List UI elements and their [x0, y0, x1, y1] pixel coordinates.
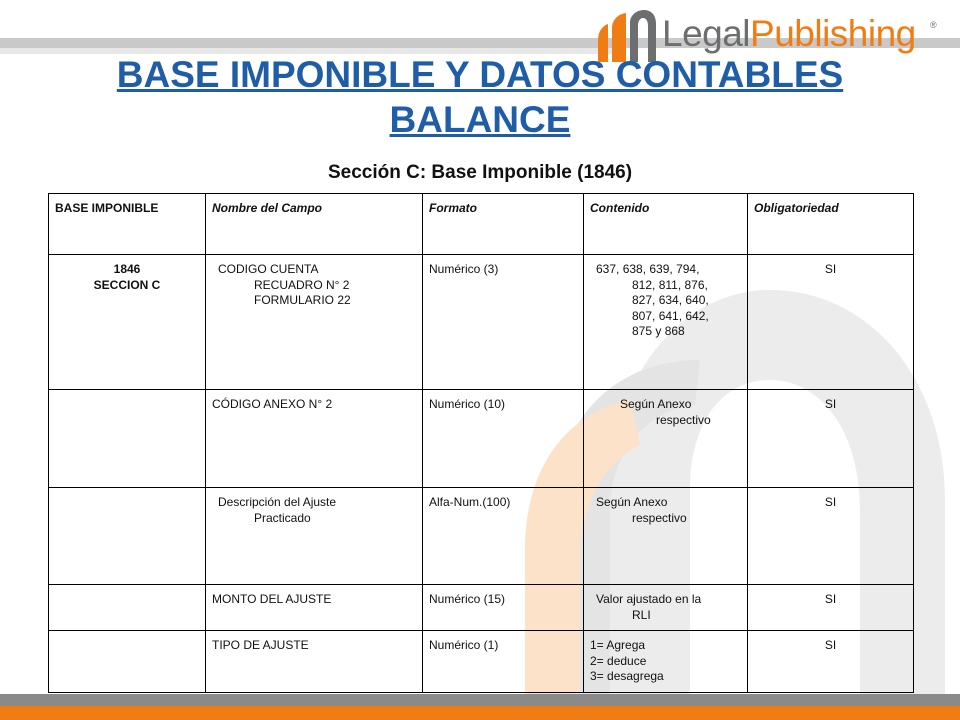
cell-campo	[206, 255, 423, 390]
cell-contenido	[584, 390, 748, 488]
cell-obligatoriedad: SI	[748, 255, 914, 390]
cell-base	[49, 488, 206, 585]
cell-campo: CÓDIGO ANEXO N° 2	[206, 390, 423, 488]
cell-contenido	[584, 488, 748, 585]
header-contenido: Contenido	[584, 194, 748, 255]
cell-formato: Numérico (3)	[423, 255, 584, 390]
cell-campo: MONTO DEL AJUSTE	[206, 585, 423, 631]
header-base-imponible: BASE IMPONIBLE	[49, 194, 206, 255]
header-nombre-campo: Nombre del Campo	[206, 194, 423, 255]
cell-base	[49, 390, 206, 488]
cell-contenido	[584, 255, 748, 390]
title-line-1: BASE IMPONIBLE Y DATOS CONTABLES	[116, 54, 844, 95]
contenido-text: 637, 638, 639, 794, 812, 811, 876, 827, 634, 640, 807, 641, 642, 875 y 868	[596, 262, 709, 338]
bottom-gray-band	[0, 694, 960, 706]
table-row	[49, 585, 914, 631]
cell-formato: Numérico (15)	[423, 585, 584, 631]
table-row	[49, 390, 914, 488]
cell-obligatoriedad: SI	[748, 631, 914, 693]
logo-publishing-text: Publishing	[750, 13, 916, 54]
cell-base	[49, 585, 206, 631]
base-section: SECCION C	[93, 277, 161, 292]
cell-obligatoriedad: SI	[748, 488, 914, 585]
table-header-row	[49, 194, 914, 255]
contenido-text: Según Anexo respectivo	[596, 495, 687, 525]
cell-formato: Alfa-Num.(100)	[423, 488, 584, 585]
header-obligatoriedad: Obligatoriedad	[748, 194, 914, 255]
base-code: 1846	[113, 262, 141, 276]
cell-obligatoriedad: SI	[748, 390, 914, 488]
cell-contenido: 1= Agrega 2= deduce 3= desagrega	[584, 631, 748, 693]
table-row	[49, 631, 914, 693]
bottom-orange-band	[0, 706, 960, 720]
table-row	[49, 255, 914, 390]
cell-base	[49, 255, 206, 390]
cell-base	[49, 631, 206, 693]
title-line-2: BALANCE	[389, 99, 571, 140]
campo-text: Descripción del Ajuste Practicado	[218, 495, 337, 525]
logo-registered-mark: ®	[930, 20, 937, 30]
section-subtitle: Sección C: Base Imponible (1846)	[327, 162, 633, 183]
cell-campo: TIPO DE AJUSTE	[206, 631, 423, 693]
header-formato: Formato	[423, 194, 584, 255]
campo-text: CODIGO CUENTA RECUADRO N° 2 FORMULARIO 22	[218, 262, 351, 307]
cell-campo	[206, 488, 423, 585]
base-imponible-table	[48, 193, 914, 693]
page-title	[20, 52, 940, 142]
cell-obligatoriedad: SI	[748, 585, 914, 631]
cell-formato: Numérico (1)	[423, 631, 584, 693]
cell-contenido	[584, 585, 748, 631]
contenido-text: Según Anexo respectivo	[620, 397, 711, 427]
contenido-text: Valor ajustado en la RLI	[596, 592, 702, 622]
logo-legal-text: Legal	[662, 13, 751, 54]
table-row	[49, 488, 914, 585]
cell-formato: Numérico (10)	[423, 390, 584, 488]
logo-wordmark	[662, 13, 916, 55]
